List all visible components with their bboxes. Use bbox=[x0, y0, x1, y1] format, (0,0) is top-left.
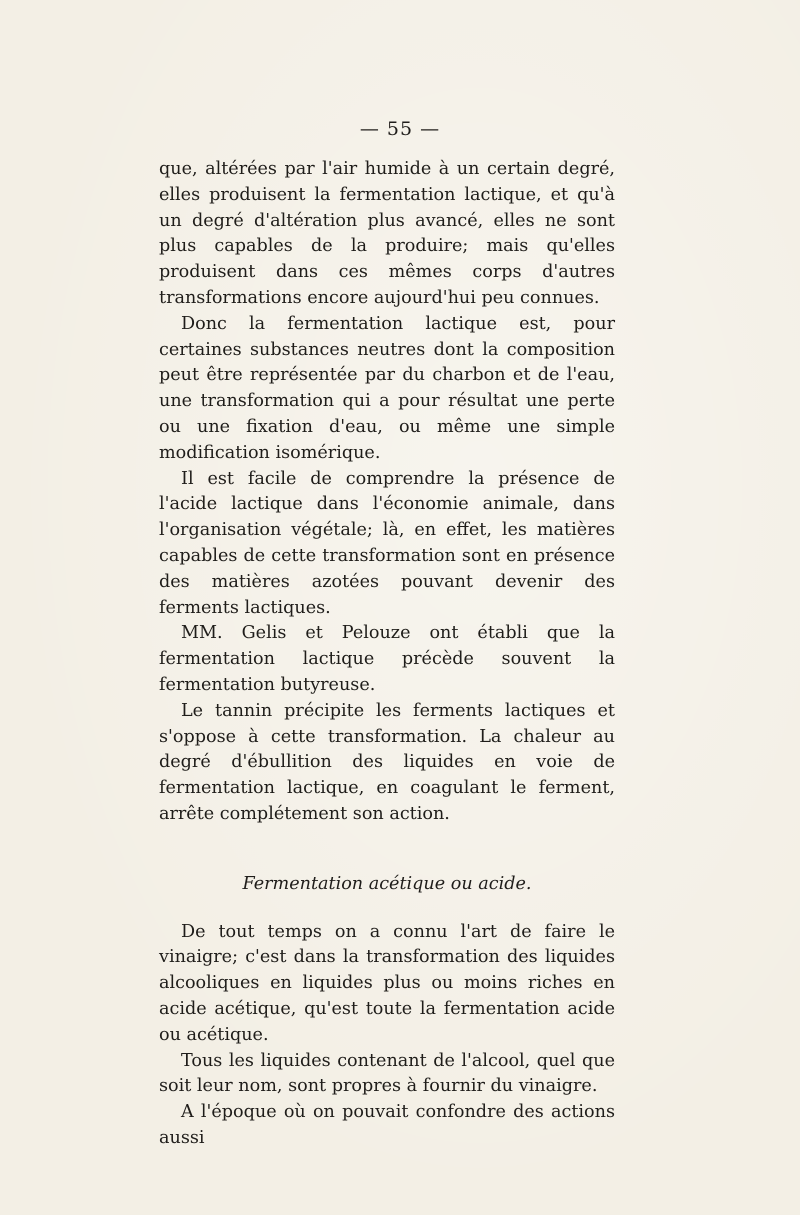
paragraph: A l'époque où on pouvait confondre des actions aussi bbox=[159, 1102, 615, 1148]
paragraph: Le tannin précipite les ferments lactiques et s'oppose à cette transformation. La chaleur au degré d'ébullition des liquides en voie de fermentation lactique, en coagulant le ferment, arrête complétement son action. bbox=[159, 700, 615, 824]
section-heading: Fermentation acétique ou acide. bbox=[242, 873, 532, 894]
paragraph: MM. Gelis et Pelouze ont établi que la fermentation lactique précède souvent la fermentation butyreuse. bbox=[159, 623, 615, 695]
paragraph: De tout temps on a connu l'art de faire le vinaigre; c'est dans la transformation des liquides alcooliques en liquides plus ou moins riches en acide acétique, qu'est toute la fermentation acide ou acétique. bbox=[159, 921, 615, 1045]
paragraph: que, altérées par l'air humide à un certain degré, elles produisent la fermentation lactique, et qu'à un degré d'altération plus avancé, elles ne sont plus capables de la produire; mais qu'elles produisent dans ces mêmes corps d'autres transformations encore aujourd'hui peu connues. bbox=[159, 159, 615, 308]
paragraph: Il est facile de comprendre la présence de l'acide lactique dans l'économie animale, dans l'organisation végétale; là, en effet, les matières capables de cette transformation sont en présence des matières azotées pouvant devenir des ferments lactiques. bbox=[159, 468, 615, 618]
paragraph: Tous les liquides contenant de l'alcool, quel que soit leur nom, sont propres à fournir du vinaigre. bbox=[159, 1050, 615, 1097]
page-number: — 55 — bbox=[359, 118, 441, 140]
paragraph: Donc la fermentation lactique est, pour certaines substances neutres dont la composition peut être représentée par du charbon et de l'eau, une transformation qui a pour résultat une perte ou une fixation d'eau, ou même une simple modification isomérique. bbox=[159, 313, 615, 463]
body-text bbox=[159, 157, 615, 1152]
